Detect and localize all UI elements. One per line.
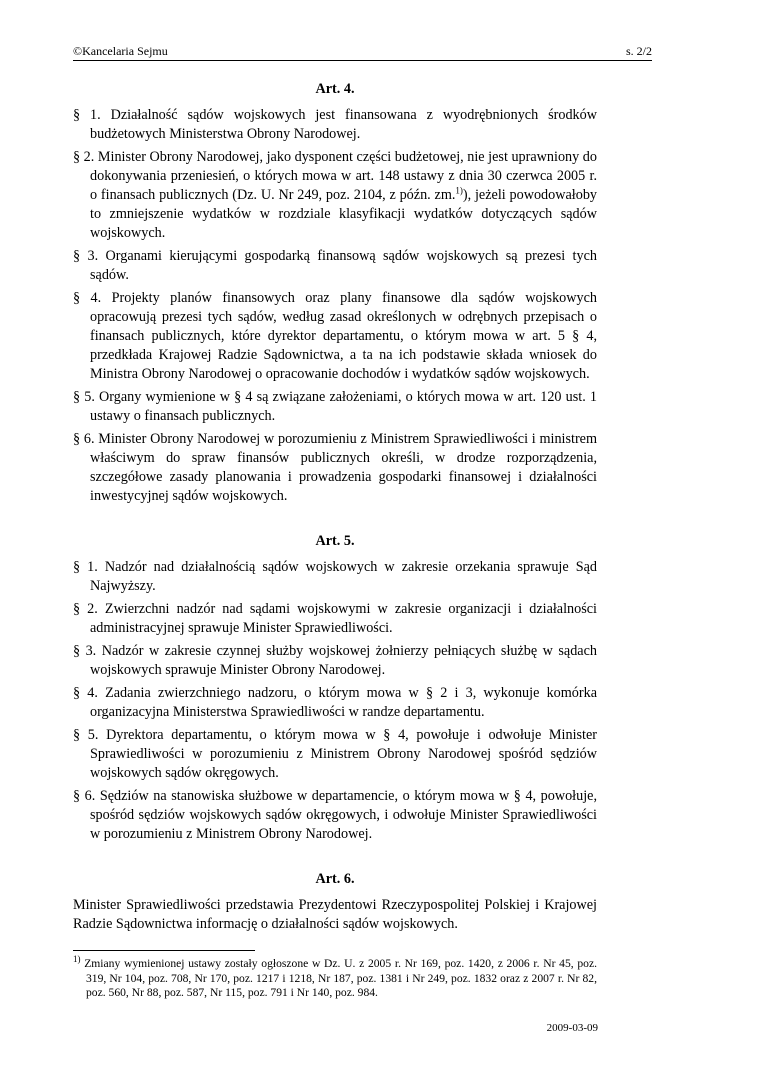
article-4-paragraph-6: § 6. Minister Obrony Narodowej w porozumieniu z Ministrem Sprawiedliwości i ministrem właściwym do spraw finansów publicznych określi, w drodze rozporządzenia, szczegółowe zasady planowania i prowadzenia gospodarki finansowej i działalności inwestycyjnej sądów wojskowych. xyxy=(73,431,597,504)
page-header xyxy=(73,44,652,61)
article-6-title: Art. 6. xyxy=(315,871,355,887)
article-4-paragraph-3: § 3. Organami kierującymi gospodarką finansową sądów wojskowych są prezesi tych sądów. xyxy=(73,248,597,283)
article-4-paragraph-1: § 1. Działalność sądów wojskowych jest finansowana z wyodrębnionych środków budżetowych Ministerstwa Obrony Narodowej. xyxy=(73,107,597,142)
article-5-paragraph-4: § 4. Zadania zwierzchniego nadzoru, o którym mowa w § 2 i 3, wykonuje komórka organizacyjna Ministerstwa Sprawiedliwości w randze departamentu. xyxy=(73,685,597,720)
article-4-paragraph-4: § 4. Projekty planów finansowych oraz plany finansowe dla sądów wojskowych opracowują prezesi tych sądów, według zasad określonych w odrębnych przepisach o finansach publicznych, które dyrektor departamentu, o którym mowa w art. 5 § 4, przedkłada Krajowej Radzie Sądownictwa, a ta na ich podstawie składa wniosek do Ministra Obrony Narodowej o opracowanie dochodów i wydatków sądów wojskowych. xyxy=(73,290,597,382)
article-5-title: Art. 5. xyxy=(315,533,355,549)
footnote-text: Zmiany wymienionej ustawy zostały ogłoszone w Dz. U. z 2005 r. Nr 169, poz. 1420, z 2006 r. Nr 45, poz. 319, Nr 104, poz. 708, Nr 170, poz. 1217 i 1218, Nr 187, poz. 1381 i Nr 249, poz. 1832 oraz z 2007 r. Nr 82, poz. 560, Nr 88, poz. 587, Nr 115, poz. 791 i Nr 140, poz. 984. xyxy=(84,957,597,999)
footnote-divider xyxy=(73,950,255,951)
footnote xyxy=(73,954,597,1001)
footnote-marker: 1) xyxy=(73,954,81,965)
header-page-number: s. 2/2 xyxy=(625,44,652,58)
article-5-paragraph-3: § 3. Nadzór w zakresie czynnej służby wojskowej żołnierzy pełniących służbę w sądach wojskowych sprawuje Minister Obrony Narodowej. xyxy=(73,643,597,678)
header-publisher: ©Kancelaria Sejmu xyxy=(73,44,168,58)
document-body xyxy=(73,80,597,934)
article-5-paragraph-2: § 2. Zwierzchni nadzór nad sądami wojskowymi w zakresie organizacji i działalności administracyjnej sprawuje Minister Sprawiedliwości. xyxy=(73,601,597,636)
article-4-paragraph-2-text-a: § 2. Minister Obrony Narodowej, jako dysponent części budżetowej, nie jest uprawniony do dokonywania przeniesień, o których mowa w art. 148 ustawy z dnia 30 czerwca 2005 r. o finansach publicznych (Dz. U. Nr 249, poz. 2104, z późn. zm. xyxy=(73,149,597,203)
article-4-title: Art. 4. xyxy=(315,81,355,97)
article-5-paragraph-5: § 5. Dyrektora departamentu, o którym mowa w § 4, powołuje i odwołuje Minister Sprawiedliwości w porozumieniu z Ministrem Obrony Narodowej spośród sędziów wojskowych sądów okręgowych. xyxy=(73,727,597,781)
footer-date: 2009-03-09 xyxy=(546,1022,598,1034)
article-6-text: Minister Sprawiedliwości przedstawia Prezydentowi Rzeczypospolitej Polskiej i Krajowej Radzie Sądownictwa informację o działalności sądów wojskowych. xyxy=(73,897,597,932)
footnote-reference[interactable]: 1) xyxy=(455,185,463,196)
article-4-paragraph-2 xyxy=(73,148,597,243)
article-4-paragraph-5: § 5. Organy wymienione w § 4 są związane założeniami, o których mowa w art. 120 ust. 1 ustawy o finansach publicznych. xyxy=(73,389,597,424)
article-5-paragraph-6: § 6. Sędziów na stanowiska służbowe w departamencie, o którym mowa w § 4, powołuje, spośród sędziów wojskowych sądów okręgowych, i odwołuje Minister Sprawiedliwości w porozumieniu z Ministrem Obrony Narodowej. xyxy=(73,788,597,842)
article-5-paragraph-1: § 1. Nadzór nad działalnością sądów wojskowych w zakresie orzekania sprawuje Sąd Najwyższy. xyxy=(73,559,597,594)
article-4-paragraph-2-text-b: ), jeżeli powodowałoby to zmniejszenie wydatków w rozdziale klasyfikacji wydatków dotyczących sądów wojskowych. xyxy=(90,187,598,241)
